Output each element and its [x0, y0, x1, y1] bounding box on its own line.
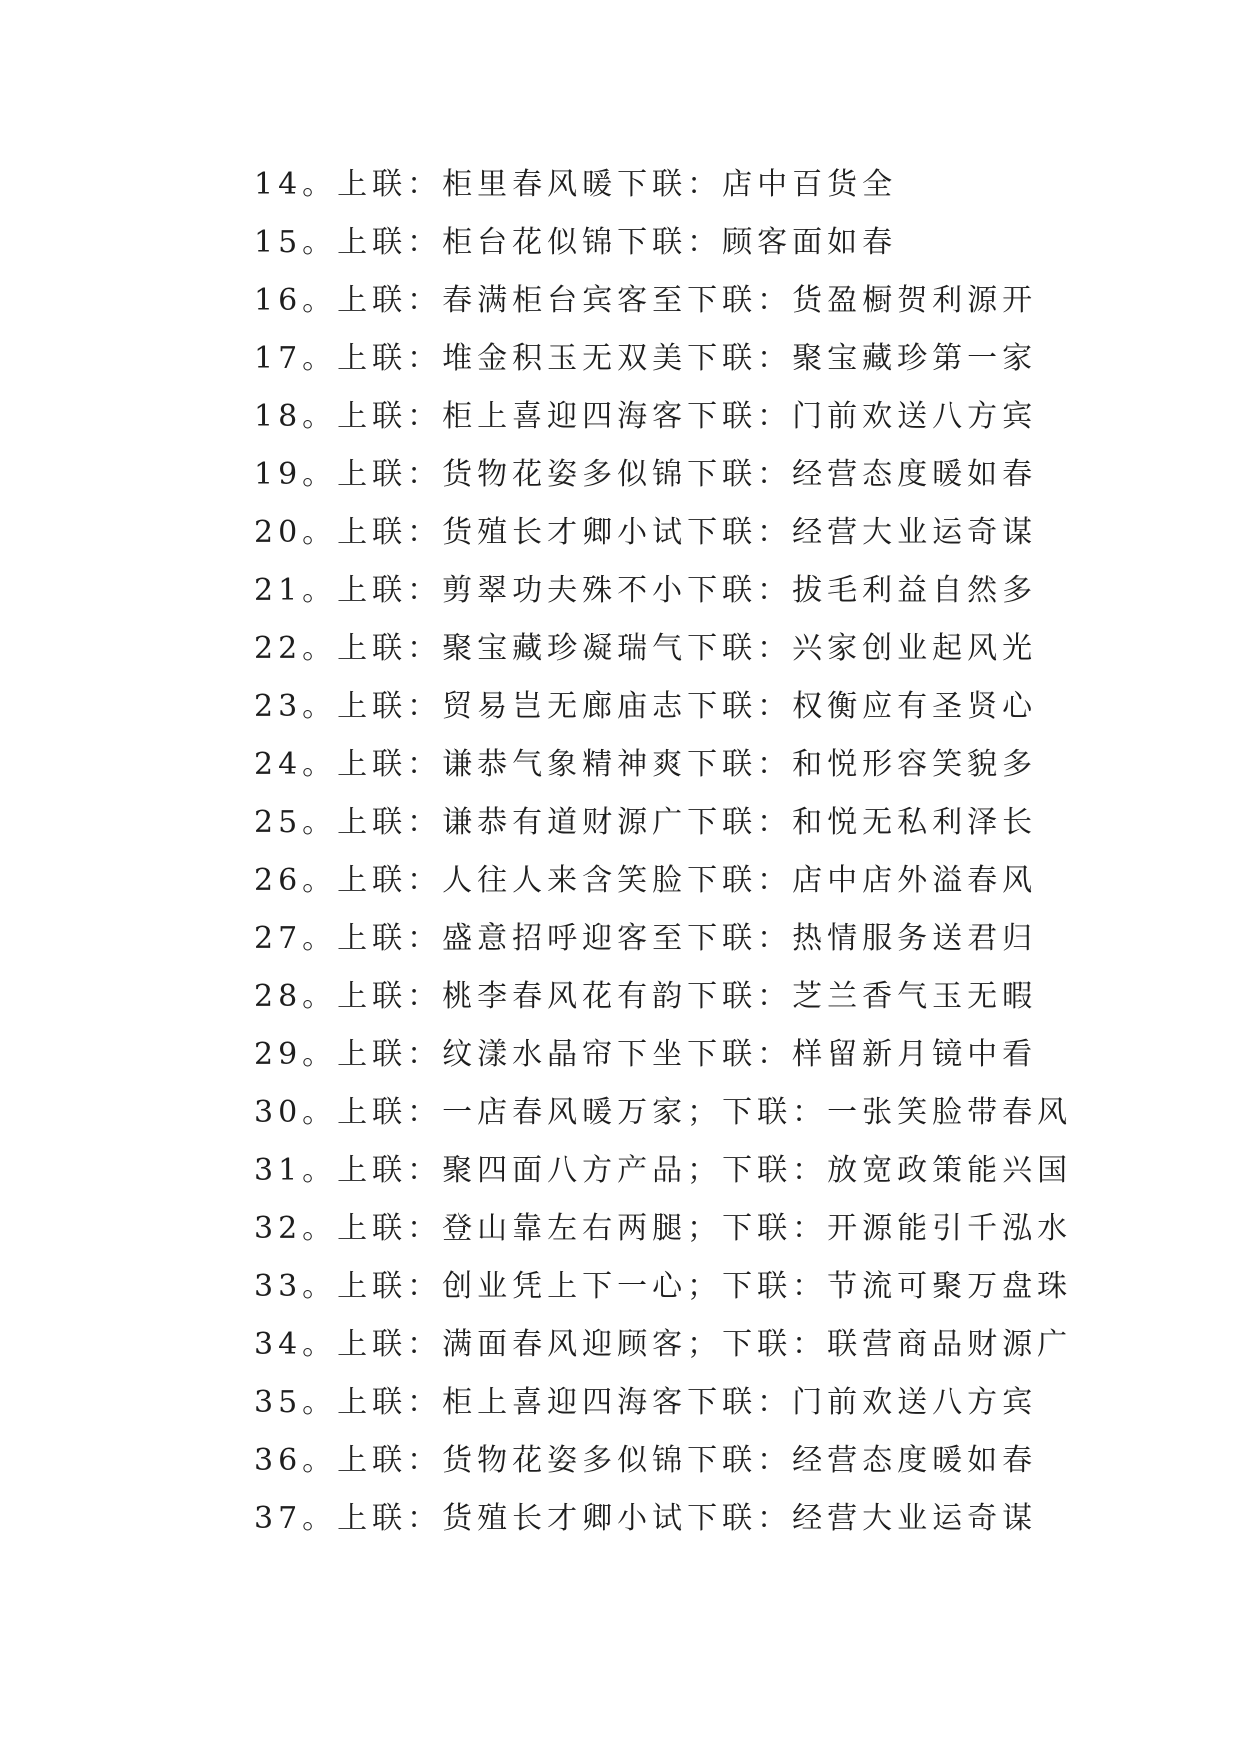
couplet-line: 37。上联：货殖长才卿小试下联：经营大业运奇谋	[254, 1501, 1038, 1536]
couplet-line: 27。上联：盛意招呼迎客至下联：热情服务送君归	[254, 921, 1038, 956]
couplet-line: 18。上联：柜上喜迎四海客下联：门前欢送八方宾	[254, 399, 1038, 434]
couplet-line: 29。上联：纹漾水晶帘下坐下联：样留新月镜中看	[254, 1037, 1038, 1072]
couplet-line: 33。上联：创业凭上下一心；下联：节流可聚万盘珠	[254, 1269, 1073, 1304]
couplet-line: 25。上联：谦恭有道财源广下联：和悦无私利泽长	[254, 805, 1038, 840]
couplet-line: 34。上联：满面春风迎顾客；下联：联营商品财源广	[254, 1327, 1073, 1362]
couplet-line: 14。上联：柜里春风暖下联：店中百货全	[254, 167, 898, 202]
couplet-line: 32。上联：登山靠左右两腿；下联：开源能引千泓水	[254, 1211, 1073, 1246]
couplet-line: 36。上联：货物花姿多似锦下联：经营态度暖如春	[254, 1443, 1038, 1478]
couplet-line: 17。上联：堆金积玉无双美下联：聚宝藏珍第一家	[254, 341, 1038, 376]
couplet-line: 16。上联：春满柜台宾客至下联：货盈橱贺利源开	[254, 283, 1038, 318]
couplet-line: 22。上联：聚宝藏珍凝瑞气下联：兴家创业起风光	[254, 631, 1038, 666]
couplet-line: 15。上联：柜台花似锦下联：顾客面如春	[254, 225, 898, 260]
couplet-line: 26。上联：人往人来含笑脸下联：店中店外溢春风	[254, 863, 1038, 898]
couplet-line: 23。上联：贸易岂无廊庙志下联：权衡应有圣贤心	[254, 689, 1038, 724]
couplet-line: 19。上联：货物花姿多似锦下联：经营态度暖如春	[254, 457, 1038, 492]
couplet-list	[254, 156, 1072, 1548]
couplet-line: 31。上联：聚四面八方产品；下联：放宽政策能兴国	[254, 1153, 1073, 1188]
couplet-line: 21。上联：剪翠功夫殊不小下联：拔毛利益自然多	[254, 573, 1038, 608]
couplet-line: 30。上联：一店春风暖万家；下联：一张笑脸带春风	[254, 1095, 1073, 1130]
couplet-line: 20。上联：货殖长才卿小试下联：经营大业运奇谋	[254, 515, 1038, 550]
couplet-line: 35。上联：柜上喜迎四海客下联：门前欢送八方宾	[254, 1385, 1038, 1420]
couplet-line: 24。上联：谦恭气象精神爽下联：和悦形容笑貌多	[254, 747, 1038, 782]
couplet-line: 28。上联：桃李春风花有韵下联：芝兰香气玉无暇	[254, 979, 1038, 1014]
